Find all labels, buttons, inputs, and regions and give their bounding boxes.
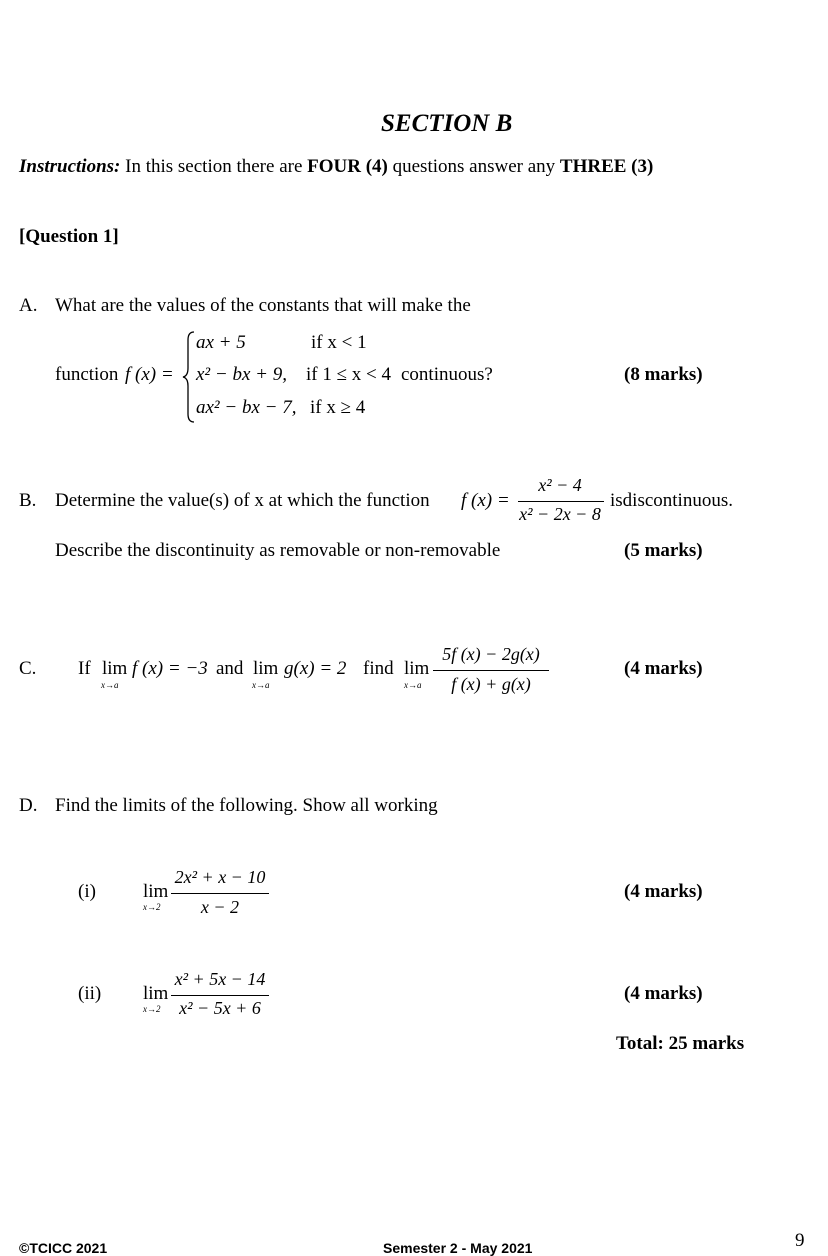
part-d-item-fraction-bar [171,893,269,894]
part-d-text: Find the limits of the following. Show all working [55,795,438,816]
part-a-text: What are the values of the constants that will make the [55,295,471,316]
footer-semester: Semester 2 - May 2021 [383,1240,533,1256]
case-1-expr: ax + 5 [196,332,246,353]
instructions-bold-2: THREE (3) [559,156,654,177]
part-d-item-marks: (4 marks) [624,881,703,902]
part-d-item-denominator: x − 2 [200,897,240,917]
part-d-item-label: (ii) [78,983,102,1004]
part-d-item-fraction-bar [171,995,269,996]
case-1-cond: if x < 1 [311,332,367,353]
part-c-find: find [363,658,394,679]
part-d-item-lim: lim [143,881,169,902]
total-marks: Total: 25 marks [616,1033,745,1054]
part-d-item-marks: (4 marks) [624,983,703,1004]
instructions-text-2: questions answer any [387,156,560,177]
part-b-marks: (5 marks) [624,540,703,561]
part-c-lim-1-sub: x→a [101,680,119,690]
part-c-lim-2: lim [253,658,279,679]
case-2-cond: if 1 ≤ x < 4 [306,364,391,385]
page-number: 9 [795,1230,805,1251]
part-c-expr-1: f (x) = −3 [132,658,208,679]
part-d-item-numerator: x² + 5x − 14 [174,969,266,989]
part-b-numerator: x² − 4 [538,475,582,495]
case-3-expr: ax² − bx − 7, [196,397,297,418]
part-a-fx: f (x) = [125,364,174,385]
part-d-item-lim: lim [143,983,169,1004]
part-c-lim-3-sub: x→a [404,680,422,690]
part-d-item-label: (i) [78,881,96,902]
part-b-letter: B. [19,490,37,511]
section-title: SECTION B [381,110,513,137]
part-d-item-lim-sub: x→2 [143,1004,161,1014]
instructions [19,156,653,178]
part-a-marks: (8 marks) [624,364,703,385]
part-c-letter: C. [19,658,37,679]
instructions-label: Instructions: [19,156,121,177]
part-b-suffix: isdiscontinuous. [610,490,733,511]
part-d-letter: D. [19,795,38,816]
footer-copyright: ©TCICC 2021 [19,1240,108,1256]
part-c-lim-1: lim [102,658,128,679]
part-b-denominator: x² − 2x − 8 [519,504,601,524]
part-d-item-numerator: 2x² + x − 10 [174,867,266,887]
case-2-expr: x² − bx + 9, [196,364,287,385]
part-c-lim-2-sub: x→a [252,680,270,690]
part-c-if: If [78,658,91,679]
part-b-fraction-bar [518,501,604,502]
part-a-function-prefix: function [55,364,119,385]
part-d-item-denominator: x² − 5x + 6 [179,998,261,1018]
part-c-numerator: 5f (x) − 2g(x) [442,644,540,664]
case-3-cond: if x ≥ 4 [310,397,366,418]
part-c-marks: (4 marks) [624,658,703,679]
part-c-lim-3: lim [404,658,430,679]
part-b-line2: Describe the discontinuity as removable or non-removable [55,540,501,561]
part-b-fx: f (x) = [461,490,510,511]
question-label: [Question 1] [19,226,119,247]
left-brace-icon [182,330,196,424]
instructions-bold-1: FOUR (4) [307,156,388,177]
part-c-and: and [216,658,244,679]
instructions-text-1: In this section there are [120,156,308,177]
part-d-item-lim-sub: x→2 [143,902,161,912]
part-c-expr-2: g(x) = 2 [284,658,347,679]
part-a-letter: A. [19,295,38,316]
part-a-suffix: continuous? [401,364,493,385]
part-c-denominator: f (x) + g(x) [451,674,531,694]
part-c-fraction-bar [433,670,549,671]
part-b-text: Determine the value(s) of x at which the function [55,490,430,511]
